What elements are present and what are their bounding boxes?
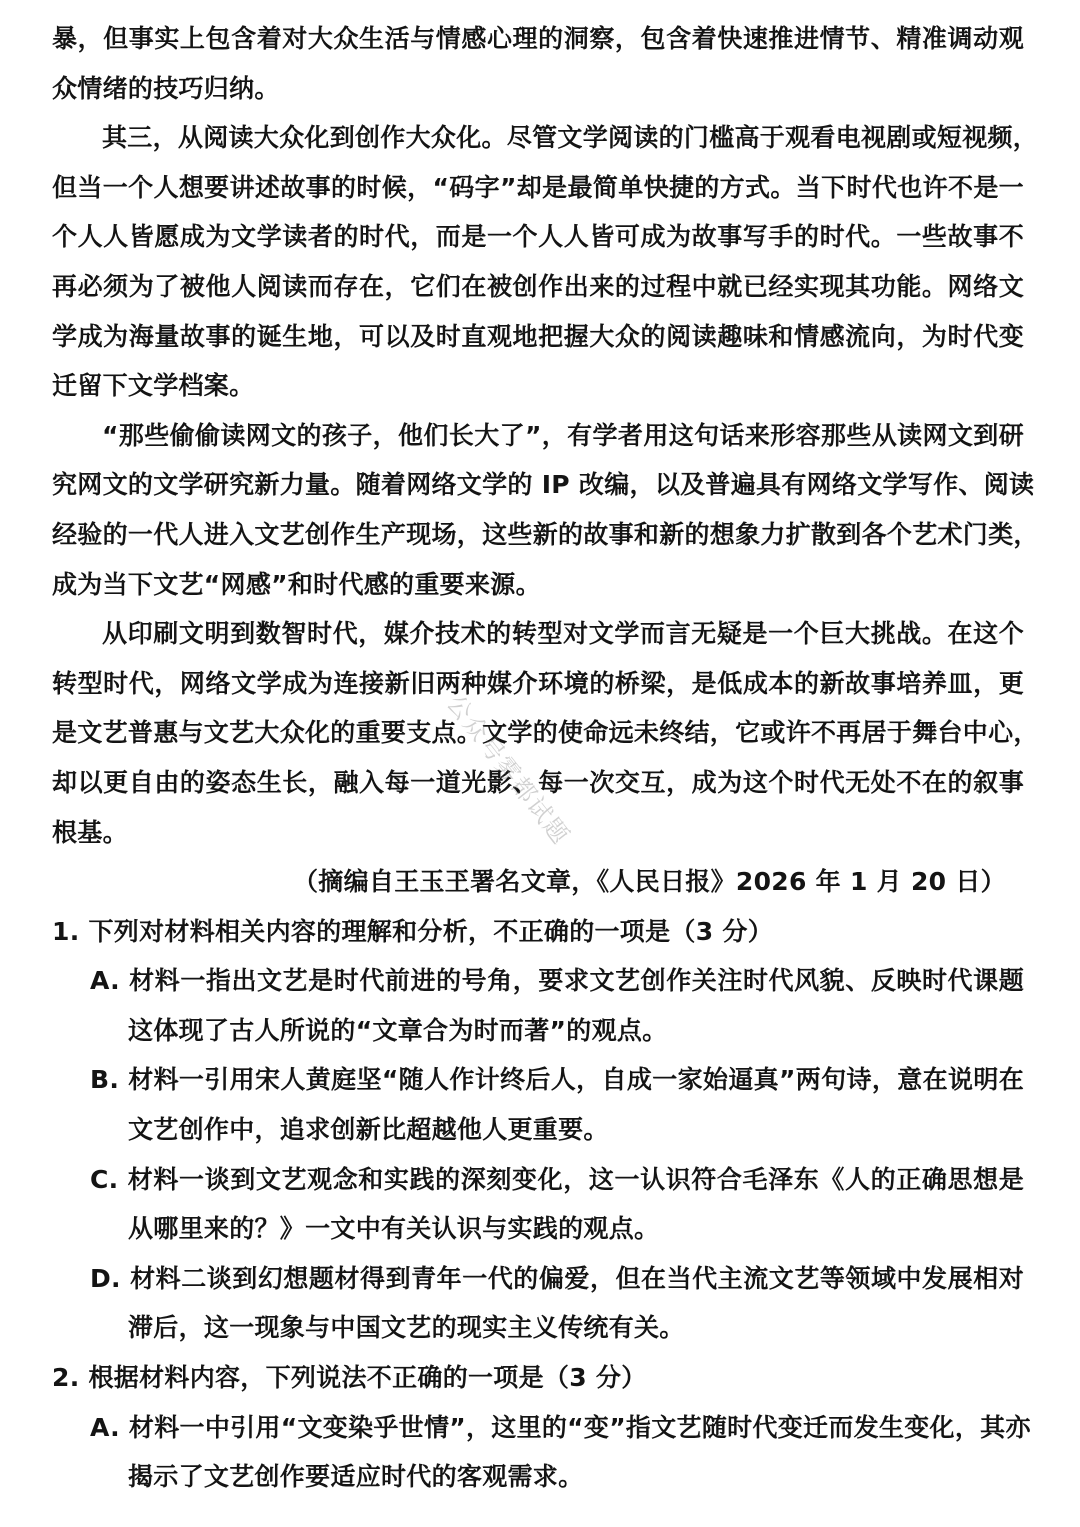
- text-line: 究网文的文学研究新力量。随着网络文学的 IP 改编，以及普遍具有网络文学写作、阅读: [52, 470, 1035, 500]
- question-1: [52, 907, 1024, 1353]
- option-c: C. 材料一谈到文艺观念和实践的深刻变化，这一认识符合毛泽东《人的正确思想是: [90, 1164, 1024, 1194]
- option-b: B. 材料一引用宋人黄庭坚“随人作计终后人，自成一家始逼真”两句诗，意在说明在: [90, 1065, 1024, 1095]
- option-d: D. 材料二谈到幻想题材得到青年一代的偏爱，但在当代主流文艺等领域中发展相对: [90, 1263, 1024, 1293]
- text-line: 迁留下文学档案。: [52, 371, 255, 401]
- paragraph-continuation: [52, 14, 1024, 113]
- paragraph-web-novel-readers: [52, 411, 1039, 609]
- option-a: A. 材料一指出文艺是时代前进的号角，要求文艺创作关注时代风貌、反映时代课题: [90, 966, 1024, 996]
- text-line: 成为当下文艺“网感”和时代感的重要来源。: [52, 569, 541, 599]
- option-b-continued: 文艺创作中，追求创新比超越他人更重要。: [128, 1115, 609, 1145]
- paragraph-creation-popularization: [52, 113, 1039, 411]
- text-line: 转型时代，网络文学成为连接新旧两种媒介环境的桥梁，是低成本的新故事培养皿，更: [52, 668, 1024, 698]
- text-line: 根基。: [52, 817, 128, 847]
- question-stem: 2. 根据材料内容，下列说法不正确的一项是（3 分）: [52, 1363, 647, 1393]
- text-line: 从印刷文明到数智时代，媒介技术的转型对文学而言无疑是一个巨大挑战。在这个: [102, 619, 1024, 649]
- text-line: 其三，从阅读大众化到创作大众化。尽管文学阅读的门槛高于观看电视剧或短视频，: [102, 123, 1039, 153]
- source-citation: （摘编自王玉玊署名文章，《人民日报》2026 年 1 月 20 日）: [293, 867, 1006, 897]
- option-a-continued: 这体现了古人所说的“文章合为时而著”的观点。: [128, 1015, 668, 1045]
- text-line: 经验的一代人进入文艺创作生产现场，这些新的故事和新的想象力扩散到各个艺术门类，: [52, 519, 1039, 549]
- text-line: 却以更自由的姿态生长，融入每一道光影、每一次交互，成为这个时代无处不在的叙事: [52, 767, 1024, 797]
- text-line: 再必须为了被他人阅读而存在，它们在被创作出来的过程中就已经实现其功能。网络文: [52, 271, 1024, 301]
- question-stem: 1. 下列对材料相关内容的理解和分析，不正确的一项是（3 分）: [52, 916, 773, 946]
- option-a: A. 材料一中引用“文变染乎世情”，这里的“变”指文艺随时代变迁而发生变化，其亦: [90, 1412, 1031, 1442]
- option-c-continued: 从哪里来的？》一文中有关认识与实践的观点。: [128, 1214, 660, 1244]
- text-line: 但当一个人想要讲述故事的时候，“码字”却是最简单快捷的方式。当下时代也许不是一: [52, 172, 1024, 202]
- text-line: 学成为海量故事的诞生地，可以及时直观地把握大众的阅读趣味和情感流向，为时代变: [52, 321, 1024, 351]
- text-line: 是文艺普惠与文艺大众化的重要支点。文学的使命远未终结，它或许不再居于舞台中心，: [52, 718, 1039, 748]
- text-line: 个人人皆愿成为文学读者的时代，而是一个人人皆可成为故事写手的时代。一些故事不: [52, 222, 1024, 252]
- text-line: 众情绪的技巧归纳。: [52, 73, 280, 103]
- option-a-continued: 揭示了文艺创作要适应时代的客观需求。: [128, 1462, 584, 1492]
- document-page: [52, 14, 1039, 1502]
- watermark-text: 公众号雾都试题: [441, 689, 576, 851]
- text-line: “那些偷偷读网文的孩子，他们长大了”，有学者用这句话来形容那些从读网文到研: [102, 420, 1024, 450]
- question-2: [52, 1353, 1031, 1502]
- option-d-continued: 滞后，这一现象与中国文艺的现实主义传统有关。: [128, 1313, 685, 1343]
- text-line: 暴，但事实上包含着对大众生活与情感心理的洞察，包含着快速推进情节、精准调动观: [52, 24, 1024, 53]
